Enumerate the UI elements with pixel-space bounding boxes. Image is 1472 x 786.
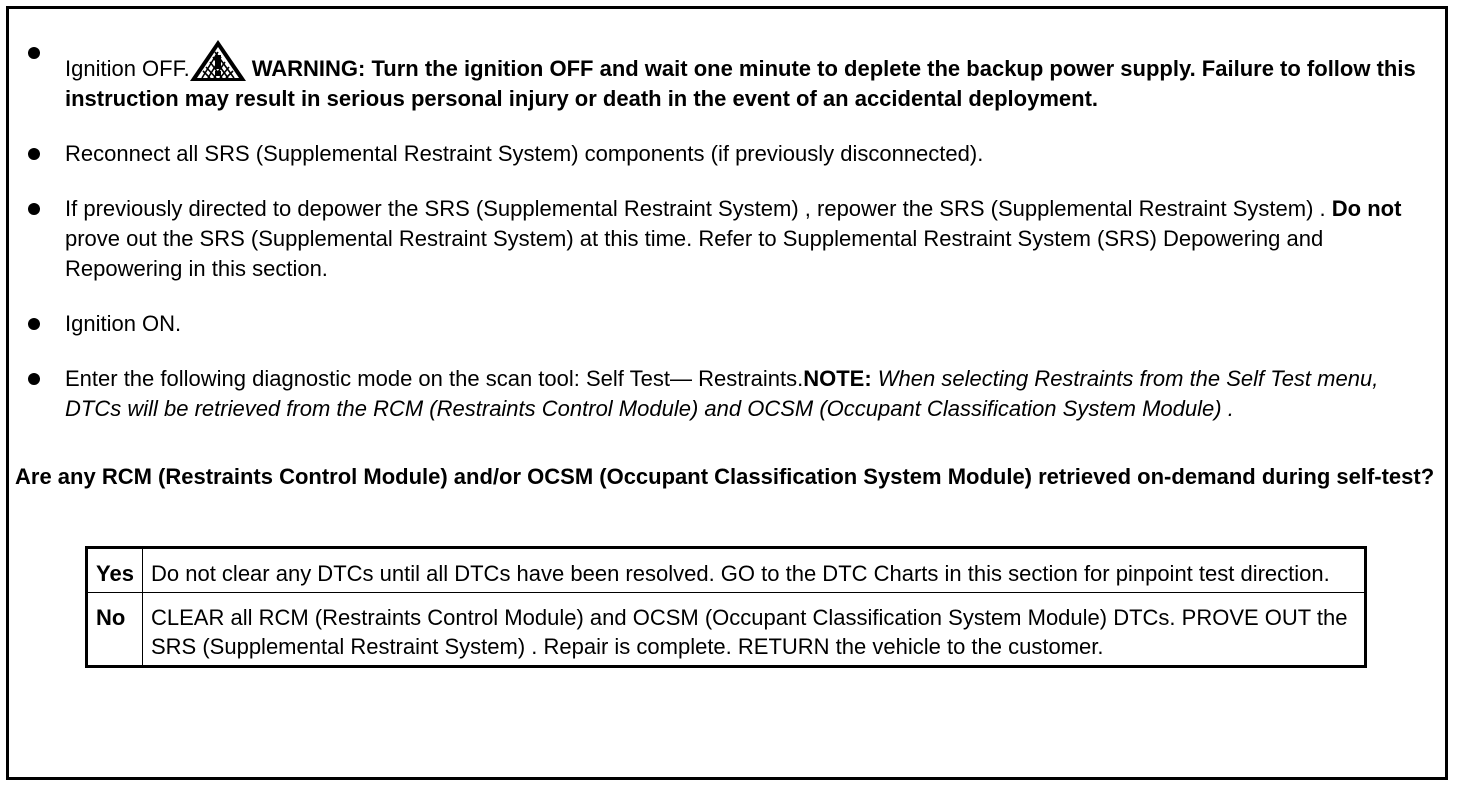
answer-table (85, 546, 1367, 668)
warning-triangle-icon (188, 38, 248, 82)
step-repower (28, 194, 1438, 284)
procedure-steps (28, 38, 1438, 424)
step-reconnect (28, 139, 1438, 169)
step-text-after: prove out the SRS (Supplemental Restraint System) at this time. Refer to Supplemental Restraint System (SRS) Depowering and Repowering in this section. (65, 226, 1324, 281)
diagnostic-question: Are any RCM (Restraints Control Module) and/or OCSM (Occupant Classification System Module) retrieved on-demand during self-test? (15, 464, 1435, 489)
answer-key-yes: Yes (87, 548, 143, 593)
answer-row-yes (87, 548, 1366, 593)
step-text: If previously directed to depower the SRS (Supplemental Restraint System) , repower the SRS (Supplemental Restraint System) . (65, 196, 1332, 221)
step-text: Reconnect all SRS (Supplemental Restraint System) components (if previously disconnected). (65, 141, 984, 166)
note-label: NOTE: (803, 366, 872, 391)
answer-row-no (87, 593, 1366, 667)
step-text: Ignition OFF. (65, 56, 190, 81)
step-ignition-off (28, 38, 1438, 114)
step-ignition-on (28, 309, 1438, 339)
answer-key-no: No (87, 593, 143, 667)
step-text: Ignition ON. (65, 311, 182, 336)
answer-text-yes: Do not clear any DTCs until all DTCs have been resolved. GO to the DTC Charts in this section for pinpoint test direction. (151, 561, 1330, 586)
answer-text-no: CLEAR all RCM (Restraints Control Module) and OCSM (Occupant Classification System Module) DTCs. PROVE OUT the SRS (Supplemental Restraint System) . Repair is complete. RETURN the vehicle to the customer. (143, 593, 1366, 667)
note-text: When selecting Restraints from the Self Test menu, DTCs will be retrieved from the RCM (Restraints Control Module) and OCSM (Occupant Classification System Module) . (65, 366, 1379, 421)
warning-text: WARNING: Turn the ignition OFF and wait one minute to deplete the backup power supply. Failure to follow this instruction may result in serious personal injury or death in the event of an accidental deployment. (65, 56, 1416, 111)
do-not-emphasis: Do not (1331, 196, 1402, 221)
step-text: Enter the following diagnostic mode on the scan tool: Self Test— Restraints. (65, 366, 804, 391)
step-diagnostic-mode (28, 364, 1438, 424)
